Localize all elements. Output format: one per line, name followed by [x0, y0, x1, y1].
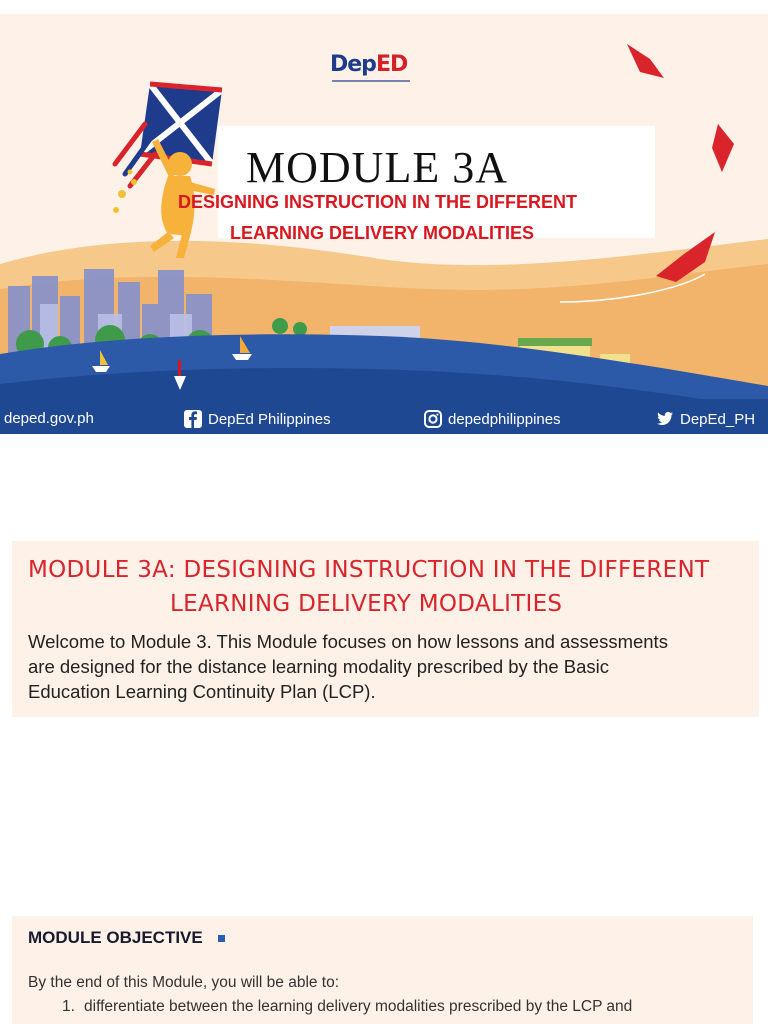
facebook-icon [184, 410, 202, 428]
instagram-link[interactable] [424, 410, 561, 428]
module-subtitle-line1: DESIGNING INSTRUCTION IN THE DIFFERENT [178, 192, 578, 212]
website-text: deped.gov.ph [4, 410, 94, 427]
objective-card [12, 916, 753, 1024]
twitter-text: DepEd_PH [680, 410, 756, 428]
logo-dep-text: Dep [330, 52, 376, 77]
module-title: MODULE 3A [246, 143, 508, 192]
intro-heading-line1: MODULE 3A: DESIGNING INSTRUCTION IN THE DIFFERENT [28, 557, 710, 583]
instagram-icon [424, 410, 442, 428]
intro-paragraph [28, 629, 748, 704]
deped-logo [330, 52, 410, 92]
bullet-square-icon [218, 935, 225, 942]
list-item-text: differentiate between the learning delivery modalities prescribed by the LCP and [84, 998, 633, 1015]
list-item [62, 998, 632, 1016]
website-link[interactable] [4, 410, 94, 427]
social-footer [0, 404, 768, 434]
objective-list [62, 998, 632, 1016]
list-item-number: 1. [62, 998, 75, 1015]
intro-body-line2: are designed for the distance learning modality prescribed by the Basic [28, 656, 610, 677]
twitter-icon [656, 410, 674, 428]
module-subtitle-line2: LEARNING DELIVERY MODALITIES [230, 223, 535, 243]
facebook-link[interactable] [184, 410, 331, 428]
instagram-text: depedphilippines [448, 410, 561, 428]
intro-body-line1: Welcome to Module 3. This Module focuses on how lessons and assessments [28, 631, 668, 652]
intro-heading-line2: LEARNING DELIVERY MODALITIES [170, 591, 563, 617]
objective-lead: By the end of this Module, you will be able to: [28, 974, 340, 991]
facebook-text: DepEd Philippines [208, 410, 331, 428]
intro-card [12, 541, 759, 717]
objective-heading-text: MODULE OBJECTIVE [28, 928, 203, 947]
twitter-link[interactable] [656, 410, 755, 428]
intro-body-line3: Education Learning Continuity Plan (LCP). [28, 681, 376, 702]
objective-heading [28, 928, 225, 948]
module-banner [0, 14, 768, 434]
logo-ed-text: ED [375, 52, 408, 77]
